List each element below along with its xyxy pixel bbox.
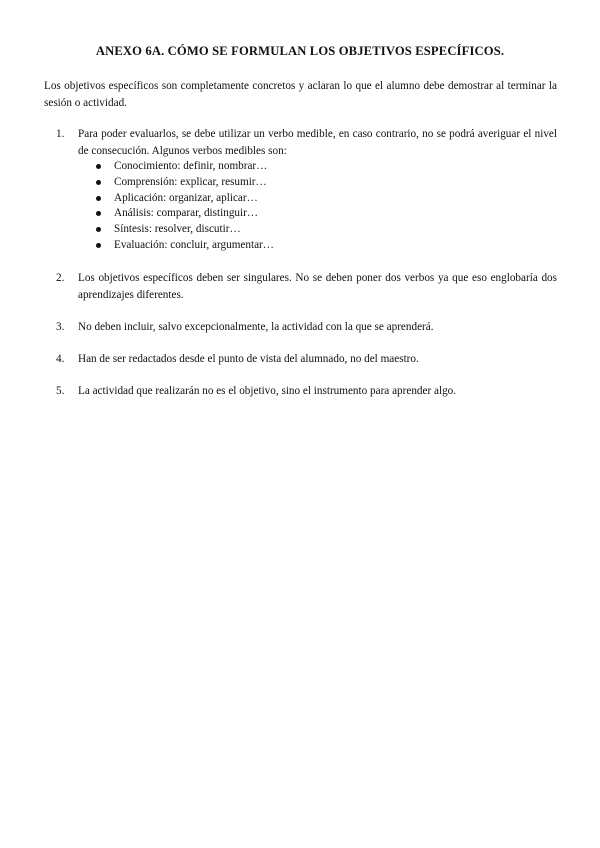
list-item-number: 4.	[56, 353, 65, 365]
bullet-icon	[96, 196, 101, 201]
list-item-number: 1.	[56, 128, 65, 140]
list-item-number: 3.	[56, 321, 65, 333]
sublist-item-text: Conocimiento: definir, nombrar…	[114, 160, 268, 172]
bullet-icon	[96, 211, 101, 216]
bullet-icon	[96, 243, 101, 248]
sublist-item-text: Síntesis: resolver, discutir…	[114, 223, 241, 236]
list-item-number: 5.	[56, 385, 65, 397]
sublist-item-text: Análisis: comparar, distinguir…	[114, 207, 259, 220]
list-item-text: Para poder evaluarlos, se debe utilizar un verbo medible, en caso contrario, no se podrá averiguar el nivel de consecución. Algunos verbos medibles son:	[78, 128, 557, 157]
list-item-text: La actividad que realizarán no es el objetivo, sino el instrumento para aprender algo.	[78, 385, 457, 397]
list-item	[56, 351, 557, 368]
sublist-item	[78, 238, 557, 254]
sublist-item-text: Evaluación: concluir, argumentar…	[114, 238, 274, 251]
list-item	[56, 270, 557, 303]
list-item-text: Han de ser redactados desde el punto de vista del alumnado, no del maestro.	[78, 353, 419, 365]
sublist-item-text: Aplicación: organizar, aplicar…	[114, 191, 258, 204]
intro-paragraph: Los objetivos específicos son completamente concretos y aclaran lo que el alumno debe demostrar al terminar la sesión o actividad.	[44, 80, 557, 109]
bullet-icon	[96, 164, 101, 169]
sublist-item	[78, 206, 557, 222]
list-item	[56, 319, 557, 336]
bullet-icon	[96, 180, 101, 185]
list-item	[56, 126, 557, 254]
sublist-item	[78, 175, 557, 191]
list-item	[56, 383, 557, 400]
bullet-icon	[96, 227, 101, 232]
list-item-text: No deben incluir, salvo excepcionalmente, la actividad con la que se aprenderá.	[78, 321, 434, 333]
sublist-item	[78, 222, 557, 238]
sublist-item	[78, 191, 557, 207]
sublist-item-text: Comprensión: explicar, resumir…	[114, 175, 267, 188]
page-title: ANEXO 6A. CÓMO SE FORMULAN LOS OBJETIVOS ESPECÍFICOS.	[95, 44, 505, 58]
measurable-verbs-list	[78, 159, 557, 254]
sublist-item	[78, 159, 557, 175]
list-item-number: 2.	[56, 272, 65, 284]
list-item-text: Los objetivos específicos deben ser singulares. No se deben poner dos verbos ya que eso englobaría dos aprendizajes diferentes.	[78, 272, 557, 301]
